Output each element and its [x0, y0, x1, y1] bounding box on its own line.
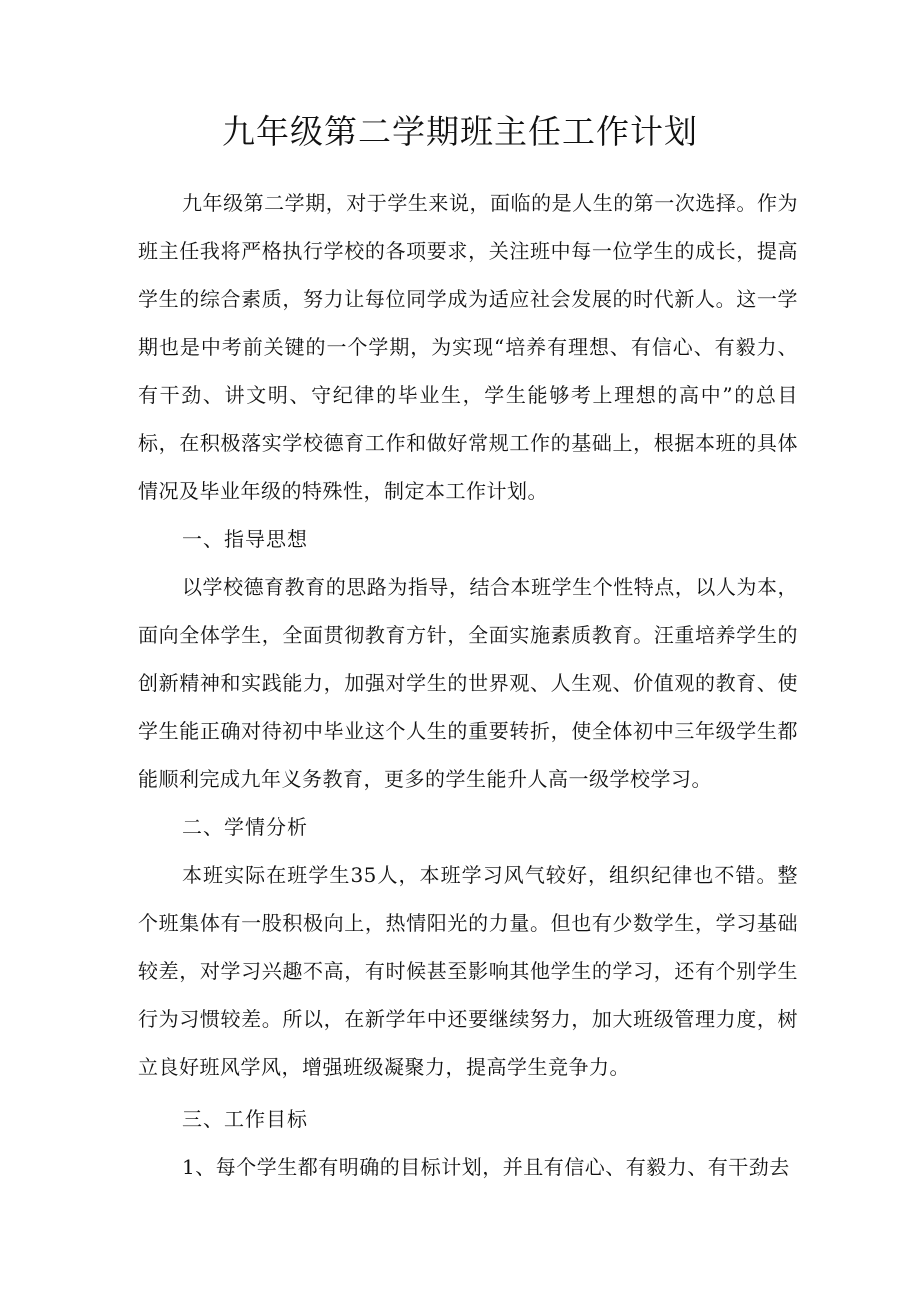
- intro-paragraph: 九年级第二学期，对于学生来说，面临的是人生的第一次选择。作为班主任我将严格执行学校的各项要求，关注班中每一位学生的成长，提高学生的综合素质，努力让每位同学成为适应社会发展的时代新人。这一学期也是中考前关键的一个学期，为实现“培养有理想、有信心、有毅力、有干劲、讲文明、守纪律的毕业生，学生能够考上理想的高中”的总目标，在积极落实学校德育工作和做好常规工作的基础上，根据本班的具体情况及毕业年级的特殊性，制定本工作计划。: [138, 191, 798, 503]
- section-heading-student-analysis: 二、学情分析: [182, 815, 308, 839]
- document-body: [138, 179, 798, 1191]
- section-paragraph-work-goals: 1、每个学生都有明确的目标计划，并且有信心、有毅力、有干劲去: [182, 1155, 790, 1179]
- section-paragraph-guiding-ideology: 以学校德育教育的思路为指导，结合本班学生个性特点，以人为本，面向全体学生，全面贯彻教育方针，全面实施素质教育。汪重培养学生的创新精神和实践能力，加强对学生的世界观、人生观、价值观的教育、使学生能正确对待初中毕业这个人生的重要转折，使全体初中三年级学生都能顺利完成九年义务教育，更多的学生能升人高一级学校学习。: [138, 575, 798, 791]
- section-heading-guiding-ideology: 一、指导思想: [182, 527, 308, 551]
- document-title: 九年级第二学期班主任工作计划: [222, 112, 698, 151]
- section-heading-work-goals: 三、工作目标: [182, 1107, 308, 1131]
- section-paragraph-student-analysis: 本班实际在班学生35人，本班学习风气较好，组织纪律也不错。整个班集体有一股积极向上，热情阳光的力量。但也有少数学生，学习基础较差，对学习兴趣不高，有时候甚至影响其他学生的学习，还有个别学生行为习惯较差。所以，在新学年中还要继续努力，加大班级管理力度，树立良好班风学风，增强班级凝聚力，提高学生竞争力。: [138, 863, 798, 1079]
